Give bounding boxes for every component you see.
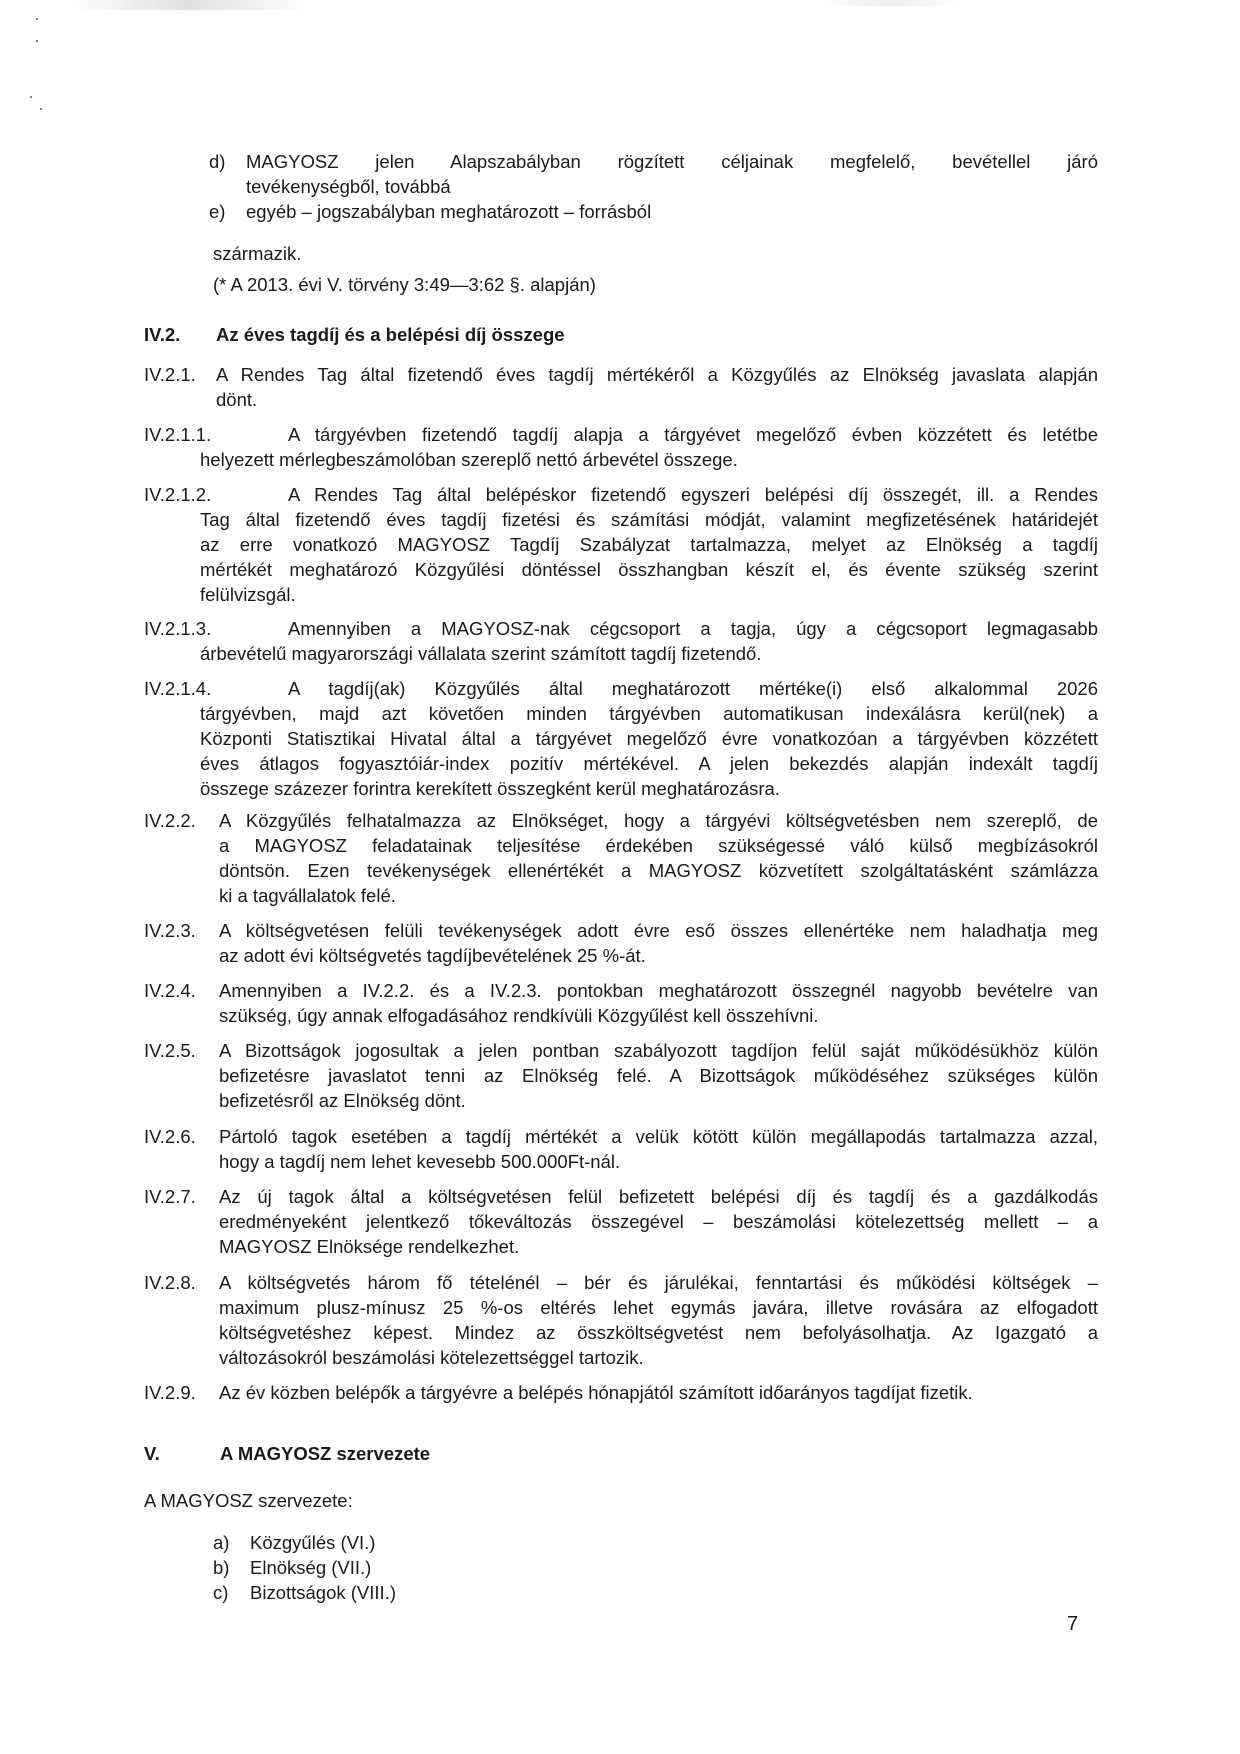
clause-number: IV.2.2. <box>144 810 196 831</box>
clause-number: IV.2.8. <box>144 1272 196 1293</box>
text-line: A Rendes Tag által fizetendő éves tagdíj mértékéről a Közgyűlés az Elnökség javaslata alapján <box>216 364 1098 385</box>
list-marker: a) <box>213 1532 230 1553</box>
text-line: A Közgyűlés felhatalmazza az Elnökséget, hogy a tárgyévi költségvetésben nem szereplő, de <box>219 810 1098 831</box>
text-line: hogy a tagdíj nem lehet kevesebb 500.000Ft-nál. <box>219 1151 621 1172</box>
text-line: tevékenységből, továbbá <box>246 176 451 197</box>
text-line: A Bizottságok jogosultak a jelen pontban szabályozott tagdíjon felül saját működésükhöz külön <box>219 1040 1098 1061</box>
scan-speck <box>36 18 38 20</box>
text-line: mértékét meghatározó Közgyűlési döntéssel összhangban készít el, és évente szükség szerint <box>200 559 1098 580</box>
text-line: A költségvetésen felüli tevékenységek adott évre eső összes ellenértéke nem haladhatja meg <box>219 920 1098 941</box>
list-marker-e: e) <box>209 201 226 222</box>
clause-text <box>200 422 1098 472</box>
clause-text <box>219 918 1098 968</box>
section-number: V. <box>144 1443 160 1464</box>
text-line: A tagdíj(ak) Közgyűlés által meghatározott mértéke(i) első alkalommal 2026 <box>288 678 1098 699</box>
clause-text <box>216 362 1098 412</box>
text-line: döntsön. Ezen tevékenységek ellenértékét a MAGYOSZ közvetített szolgáltatásként számlázza <box>219 860 1098 881</box>
text-line: dönt. <box>216 389 258 410</box>
text-line: Az új tagok által a költségvetésen felül befizetett belépési díj és tagdíj és a gazdálkodás <box>219 1186 1098 1207</box>
text-line: változásokról beszámolási kötelezettséggel tartozik. <box>219 1347 644 1368</box>
text-line: Központi Statisztikai Hivatal által a tárgyévet megelőző évre vonatkozóan a tárgyévben közzétett <box>200 728 1098 749</box>
text-line: A költségvetés három fő tételénél – bér és járulékai, fenntartási és működési költségek – <box>219 1272 1098 1293</box>
scan-edge-shadow <box>820 0 960 6</box>
text-line: befizetésről az Elnökség dönt. <box>219 1090 466 1111</box>
text-line: A tárgyévben fizetendő tagdíj alapja a tárgyévet megelőző évben közzétett és letétbe <box>288 424 1098 445</box>
section-intro: A MAGYOSZ szervezete: <box>144 1490 353 1511</box>
clause-text <box>219 1124 1098 1174</box>
text-line: árbevételű magyarországi vállalata szerint számított tagdíj fizetendő. <box>200 643 762 664</box>
clause-number: IV.2.7. <box>144 1186 196 1207</box>
clause-number: IV.2.1.4. <box>144 678 212 699</box>
list-item: Közgyűlés (VI.) <box>250 1532 376 1553</box>
text-line: származik. <box>213 243 302 264</box>
text-line: költségvetéshez képest. Mindez az összköltségvetést nem befolyásolhatja. Az Igazgató a <box>219 1322 1098 1343</box>
text-line: összege százezer forintra kerekített összegként kerül meghatározásra. <box>200 778 780 799</box>
clause-text <box>219 978 1098 1028</box>
footnote: (* A 2013. évi V. törvény 3:49—3:62 §. alapján) <box>213 274 596 295</box>
clause-number: IV.2.1.2. <box>144 484 212 505</box>
section-heading: Az éves tagdíj és a belépési díj összege <box>216 324 565 345</box>
scan-speck <box>40 108 42 110</box>
clause-text: Az év közben belépők a tárgyévre a belépés hónapjától számított időarányos tagdíjat fizetik. <box>219 1382 973 1403</box>
clause-text <box>219 1184 1098 1259</box>
text-line: Amennyiben a IV.2.2. és a IV.2.3. pontokban meghatározott összegnél nagyobb bevételre van <box>219 980 1098 1001</box>
list-marker: c) <box>213 1582 229 1603</box>
text-line: felülvizsgál. <box>200 584 296 605</box>
text-line: A Rendes Tag által belépéskor fizetendő egyszeri belépési díj összegét, ill. a Rendes <box>288 484 1098 505</box>
clause-text <box>200 616 1098 666</box>
clause-text <box>219 1038 1098 1113</box>
clause-number: IV.2.1.1. <box>144 424 212 445</box>
scan-speck <box>36 40 38 42</box>
scan-edge-shadow <box>70 0 310 10</box>
text-line: MAGYOSZ jelen Alapszabályban rögzített céljainak megfelelő, bevétellel járó <box>246 151 1098 172</box>
text-line: Amennyiben a MAGYOSZ-nak cégcsoport a tagja, úgy a cégcsoport legmagasabb <box>288 618 1098 639</box>
clause-number: IV.2.1. <box>144 364 196 385</box>
list-marker-d: d) <box>209 151 226 172</box>
text-line: maximum plusz-mínusz 25 %-os eltérés lehet egymás javára, illetve rovására az elfogadott <box>219 1297 1098 1318</box>
text-line: tárgyévben, majd azt követően minden tárgyévben automatikusan indexálásra kerül(nek) a <box>200 703 1098 724</box>
clause-number: IV.2.3. <box>144 920 196 941</box>
text-line: éves átlagos fogyasztóiár-index pozitív mértékével. A jelen bekezdés alapján indexált tagdíj <box>200 753 1098 774</box>
text-line: az adott évi költségvetés tagdíjbevételének 25 %-át. <box>219 945 646 966</box>
clause-text <box>200 676 1098 801</box>
section-heading: A MAGYOSZ szervezete <box>220 1443 431 1464</box>
list-marker: b) <box>213 1557 230 1578</box>
text-line: befizetésre javaslatot tenni az Elnökség felé. A Bizottságok működéséhez szükséges külön <box>219 1065 1098 1086</box>
clause-text <box>200 482 1098 607</box>
clause-number: IV.2.1.3. <box>144 618 212 639</box>
list-item-d <box>246 149 1098 199</box>
list-item: Elnökség (VII.) <box>250 1557 372 1578</box>
text-line: helyezett mérlegbeszámolóban szereplő nettó árbevétel összege. <box>200 449 738 470</box>
text-line: az erre vonatkozó MAGYOSZ Tagdíj Szabályzat tartalmazza, melyet az Elnökség a tagdíj <box>200 534 1098 555</box>
clause-number: IV.2.4. <box>144 980 196 1001</box>
text-line: szükség, úgy annak elfogadásához rendkívüli Közgyűlést kell összehívni. <box>219 1005 819 1026</box>
clause-number: IV.2.5. <box>144 1040 196 1061</box>
text-line: Pártoló tagok esetében a tagdíj mértékét a velük kötött külön megállapodás tartalmazza azzal, <box>219 1126 1098 1147</box>
text-line: Tag által fizetendő éves tagdíj fizetési és számítási módját, valamint megfizetésének határidejét <box>200 509 1098 530</box>
clause-text <box>219 1270 1098 1370</box>
list-item: Bizottságok (VIII.) <box>250 1582 396 1603</box>
text-line: a MAGYOSZ feladatainak teljesítése érdekében szükségessé váló külső megbízásokról <box>219 835 1098 856</box>
clause-number: IV.2.6. <box>144 1126 196 1147</box>
clause-text <box>219 808 1098 908</box>
section-number: IV.2. <box>144 324 181 345</box>
text-line: eredményeként jelentkező tőkeváltozás összegével – beszámolási kötelezettség mellett – a <box>219 1211 1098 1232</box>
page-number: 7 <box>1067 1613 1079 1635</box>
scan-speck <box>30 96 32 98</box>
clause-number: IV.2.9. <box>144 1382 196 1403</box>
text-line: ki a tagvállalatok felé. <box>219 885 396 906</box>
list-item-e: egyéb – jogszabályban meghatározott – forrásból <box>246 201 652 222</box>
text-line: MAGYOSZ Elnöksége rendelkezhet. <box>219 1236 520 1257</box>
